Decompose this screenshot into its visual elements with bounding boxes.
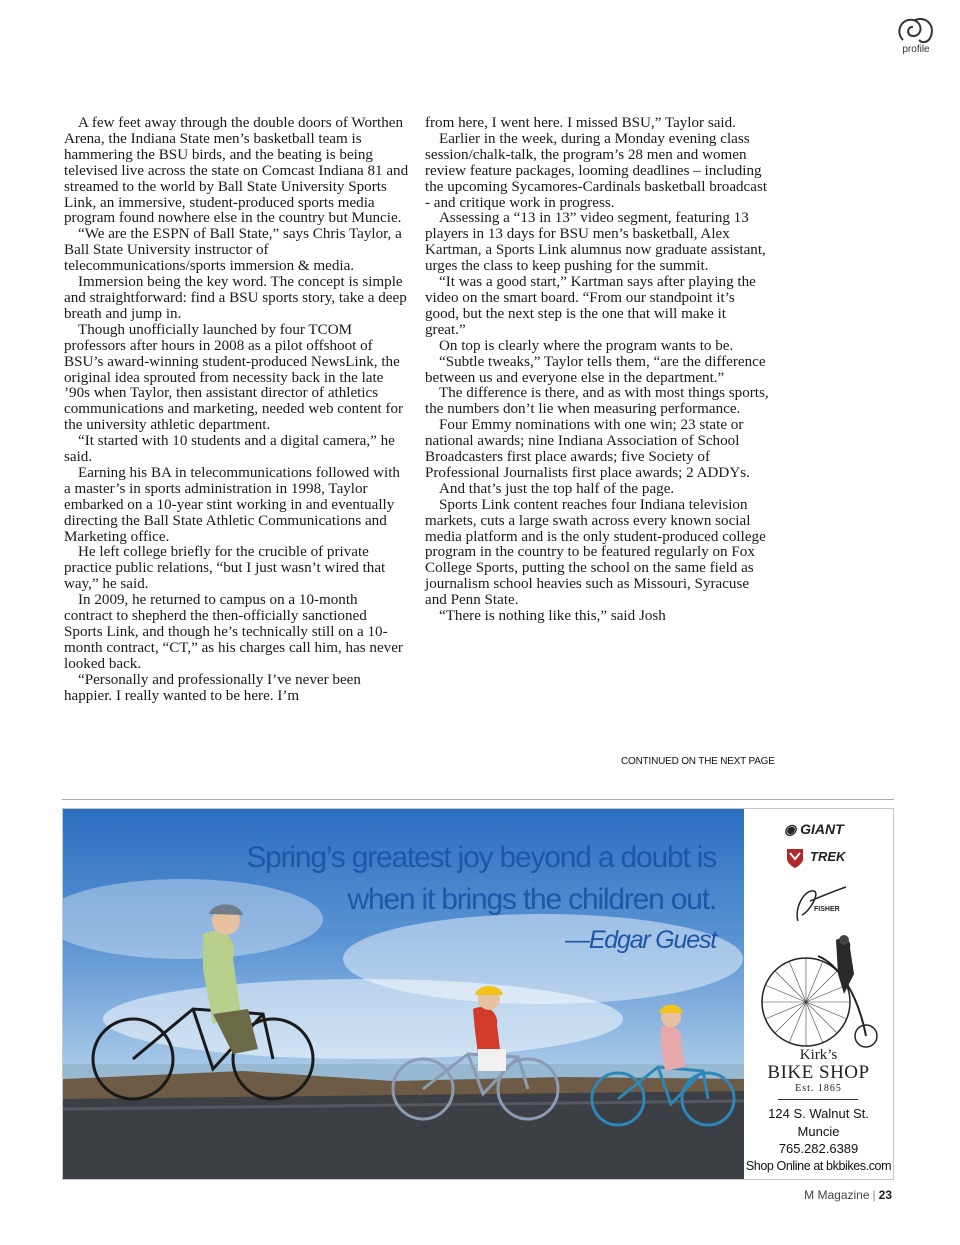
paragraph: “There is nothing like this,” said Josh — [439, 608, 666, 625]
page-footer — [804, 1188, 892, 1202]
ad-quote — [246, 837, 716, 959]
paragraph: On top is clearly where the program wants to be. — [439, 337, 734, 354]
footer-separator: | — [872, 1188, 876, 1202]
shop-name — [744, 1047, 893, 1095]
paragraph: from here, I went here. I missed BSU,” Taylor said. — [425, 115, 736, 131]
shop-name-main: BIKE SHOP — [767, 1062, 870, 1083]
paragraph: A few feet away through the double doors of Worthen Arena, the Indiana State men’s basketball team is hammering the BSU birds, and the beating is being televised live across the state on Comcast Indiana 81 and streamed to the world by Ball State University Sports Link, an immersive, student-produced sports media program found nowhere else in the country but Muncie. — [64, 115, 409, 227]
shop-contact — [744, 1105, 893, 1175]
ad-photo — [63, 809, 744, 1179]
quote-line: when it brings the children out. — [347, 883, 716, 916]
paragraph: He left college briefly for the crucible of private practice public relations, “but I just wasn’t wired that way,” he said. — [64, 544, 386, 593]
shop-name-top: Kirk’s — [799, 1047, 838, 1063]
continued-note: CONTINUED ON THE NEXT PAGE — [621, 756, 775, 767]
giant-g-icon: ◉ — [784, 821, 797, 837]
quote-line: Spring’s greatest joy beyond a doubt is — [246, 841, 716, 874]
paragraph: Assessing a “13 in 13” video segment, featuring 13 players in 13 days for BSU men’s basketball, Alex Kartman, a Sports Link alumnus now graduate assistant, urges the class to keep pushing for the summit. — [425, 210, 766, 275]
giant-logo — [784, 821, 844, 838]
fisher-label: FISHER — [814, 906, 840, 913]
shop-website: Shop Online at bkbikes.com — [745, 1158, 892, 1173]
divider — [778, 1099, 858, 1100]
paragraph: “We are the ESPN of Ball State,” says Chris Taylor, a Ball State University instructor of telecommunications/sports immersion & media. — [64, 226, 402, 275]
swirl-logo-icon — [893, 14, 939, 46]
shop-address: 124 S. Walnut St. — [768, 1106, 869, 1121]
paragraph: In 2009, he returned to campus on a 10-month contract to shepherd the then-officially sanctioned Sports Link, and though he’s technically still on a 10-month contract, “CT,” as his charges call him, has never looked back. — [64, 592, 403, 672]
giant-label: GIANT — [800, 821, 844, 837]
article-column-left — [64, 116, 409, 705]
paragraph: “It was a good start,” Kartman says after playing the video on the smart board. “From our standpoint it’s good, but the next step is the one that will make it great.” — [425, 274, 756, 338]
section-label: profile — [902, 44, 930, 55]
paragraph: Sports Link content reaches four Indiana television markets, cuts a large swath across every known social media platform and is the only student-produced college program in the country to be featured regularly on Fox College Sports, putting the school on the same field as journalism school heavies such as Missouri, Syracuse and Penn State. — [425, 496, 766, 609]
paragraph: “Personally and professionally I’ve never been happier. I really wanted to be here. I’m — [64, 671, 361, 704]
shop-city: Muncie — [797, 1123, 840, 1139]
paragraph: “It started with 10 students and a digital camera,” he said. — [64, 433, 395, 466]
paragraph: Earning his BA in telecommunications followed with a master’s in sports administration in 1998, Taylor embarked on a 10-year stint working in and eventually directing the Ball State Athletic Communications and Marketing office. — [64, 464, 400, 545]
trek-label: TREK — [810, 849, 846, 864]
section-logo — [893, 14, 939, 58]
paragraph: Though unofficially launched by four TCOM professors after hours in 2008 as a pilot offshoot of BSU’s award-winning student-produced NewsLink, the original idea sprouted from necessity back in the late ’90s when Taylor, then assistant director of athletics communications and marketing, needed web content for the university athletic department. — [64, 321, 404, 434]
trek-logo — [784, 849, 845, 864]
shop-established: Est. 1865 — [795, 1083, 842, 1094]
magazine-name: M Magazine — [804, 1188, 870, 1202]
article-column-right — [425, 116, 770, 625]
paragraph: And that’s just the top half of the page. — [439, 480, 675, 497]
divider — [62, 799, 894, 800]
paragraph: Four Emmy nominations with one win; 23 state or national awards; nine Indiana Association of School Broadcasters first place awards; five Society of Professional Journalists first place awards; 2 ADDYs. — [425, 417, 750, 481]
paragraph: Immersion being the key word. The concept is simple and straightforward: find a BSU sports story, take a deep breath and jump in. — [64, 274, 407, 322]
paragraph: The difference is there, and as with most things sports, the numbers don’t lie when measuring performance. — [425, 385, 769, 418]
penny-farthing-icon — [758, 934, 883, 1054]
paragraph: Earlier in the week, during a Monday evening class session/chalk-talk, the program’s 28 men and women review feature packages, looming deadlines – including the upcoming Sycamores-Cardinals basketball broadcast - and critique work in progress. — [425, 130, 768, 211]
bike-shop-ad — [62, 808, 894, 1180]
paragraph: “Subtle tweaks,” Taylor tells them, “are the difference between us and everyone else in the department.” — [425, 353, 766, 386]
quote-attribution: —Edgar Guest — [565, 926, 716, 954]
ad-sidebar — [744, 809, 893, 1179]
fisher-signature-logo — [790, 881, 850, 925]
shop-phone: 765.282.6389 — [778, 1141, 859, 1156]
page-number: 23 — [878, 1188, 892, 1202]
